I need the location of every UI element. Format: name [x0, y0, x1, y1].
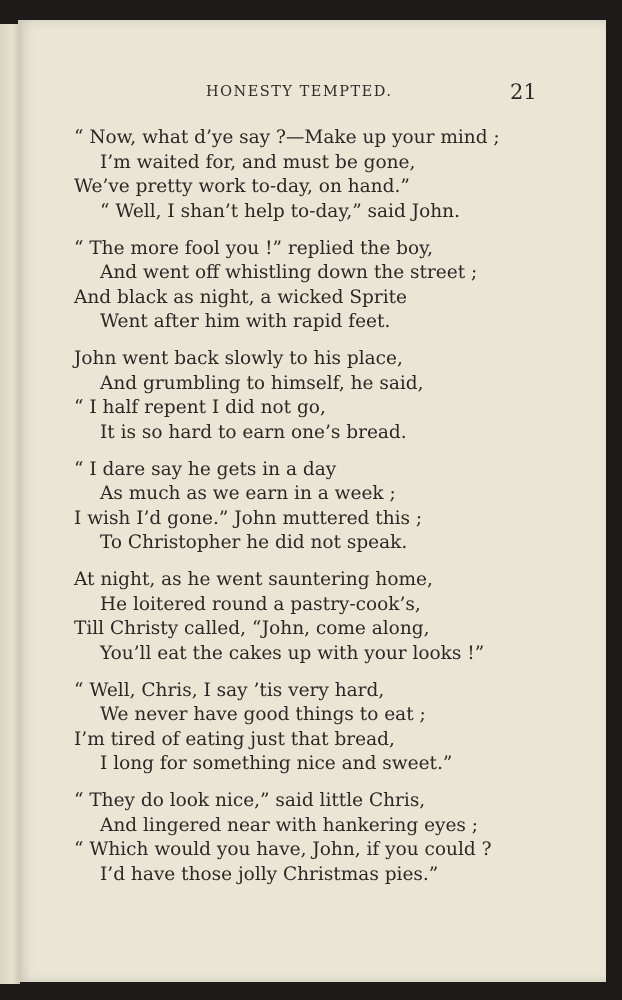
poem-line: And went off whistling down the street ; — [100, 262, 478, 283]
poem-line: You’ll eat the cakes up with your looks !” — [100, 642, 485, 664]
stanza-5 — [74, 568, 594, 666]
poem-line: “ I dare say he gets in a day — [74, 458, 337, 480]
poem-line: Went after him with rapid feet. — [100, 311, 391, 332]
stanza-2 — [74, 237, 594, 335]
poem-line: We’ve pretty work to-day, on hand.” — [74, 176, 410, 197]
poem-line: “ They do look nice,” said little Chris, — [74, 790, 426, 811]
poem-line: I’d have those jolly Christmas pies.” — [100, 863, 439, 885]
poem-line: “ I half repent I did not go, — [74, 397, 326, 418]
poem-line: We never have good things to eat ; — [100, 704, 426, 725]
poem — [74, 126, 594, 900]
poem-line: I wish I’d gone.” John muttered this ; — [74, 507, 423, 529]
stanza-6 — [74, 679, 594, 777]
running-head: HONESTY TEMPTED. — [206, 84, 393, 100]
stanza-1 — [74, 126, 594, 224]
poem-line: “ Well, Chris, I say ’tis very hard, — [74, 679, 385, 701]
stanza-7 — [74, 789, 594, 887]
poem-line: To Christopher he did not speak. — [100, 532, 408, 553]
poem-line: At night, as he went sauntering home, — [74, 569, 433, 590]
poem-line: And black as night, a wicked Sprite — [74, 286, 407, 308]
poem-line: “ The more fool you !” replied the boy, — [74, 237, 434, 259]
poem-line: As much as we earn in a week ; — [100, 483, 396, 504]
poem-line: And lingered near with hankering eyes ; — [100, 814, 479, 836]
stanza-3 — [74, 347, 594, 445]
poem-line: I’m waited for, and must be gone, — [100, 151, 416, 173]
poem-line: “ Which would you have, John, if you could ? — [74, 839, 492, 860]
poem-line: It is so hard to earn one’s bread. — [100, 421, 407, 443]
poem-line: “ Now, what d’ye say ?—Make up your mind ; — [74, 127, 500, 148]
book-page — [18, 20, 606, 982]
stanza-4 — [74, 458, 594, 556]
poem-line: And grumbling to himself, he said, — [100, 372, 424, 394]
poem-line: Till Christy called, “John, come along, — [74, 618, 430, 639]
poem-line: He loitered round a pastry-cook’s, — [100, 593, 421, 615]
page-number: 21 — [510, 80, 537, 104]
poem-line: I’m tired of eating just that bread, — [74, 728, 395, 750]
poem-line: I long for something nice and sweet.” — [100, 753, 453, 774]
poem-line: John went back slowly to his place, — [74, 348, 403, 369]
poem-line: “ Well, I shan’t help to-day,” said John. — [100, 200, 460, 222]
facing-page-edge — [0, 24, 20, 984]
